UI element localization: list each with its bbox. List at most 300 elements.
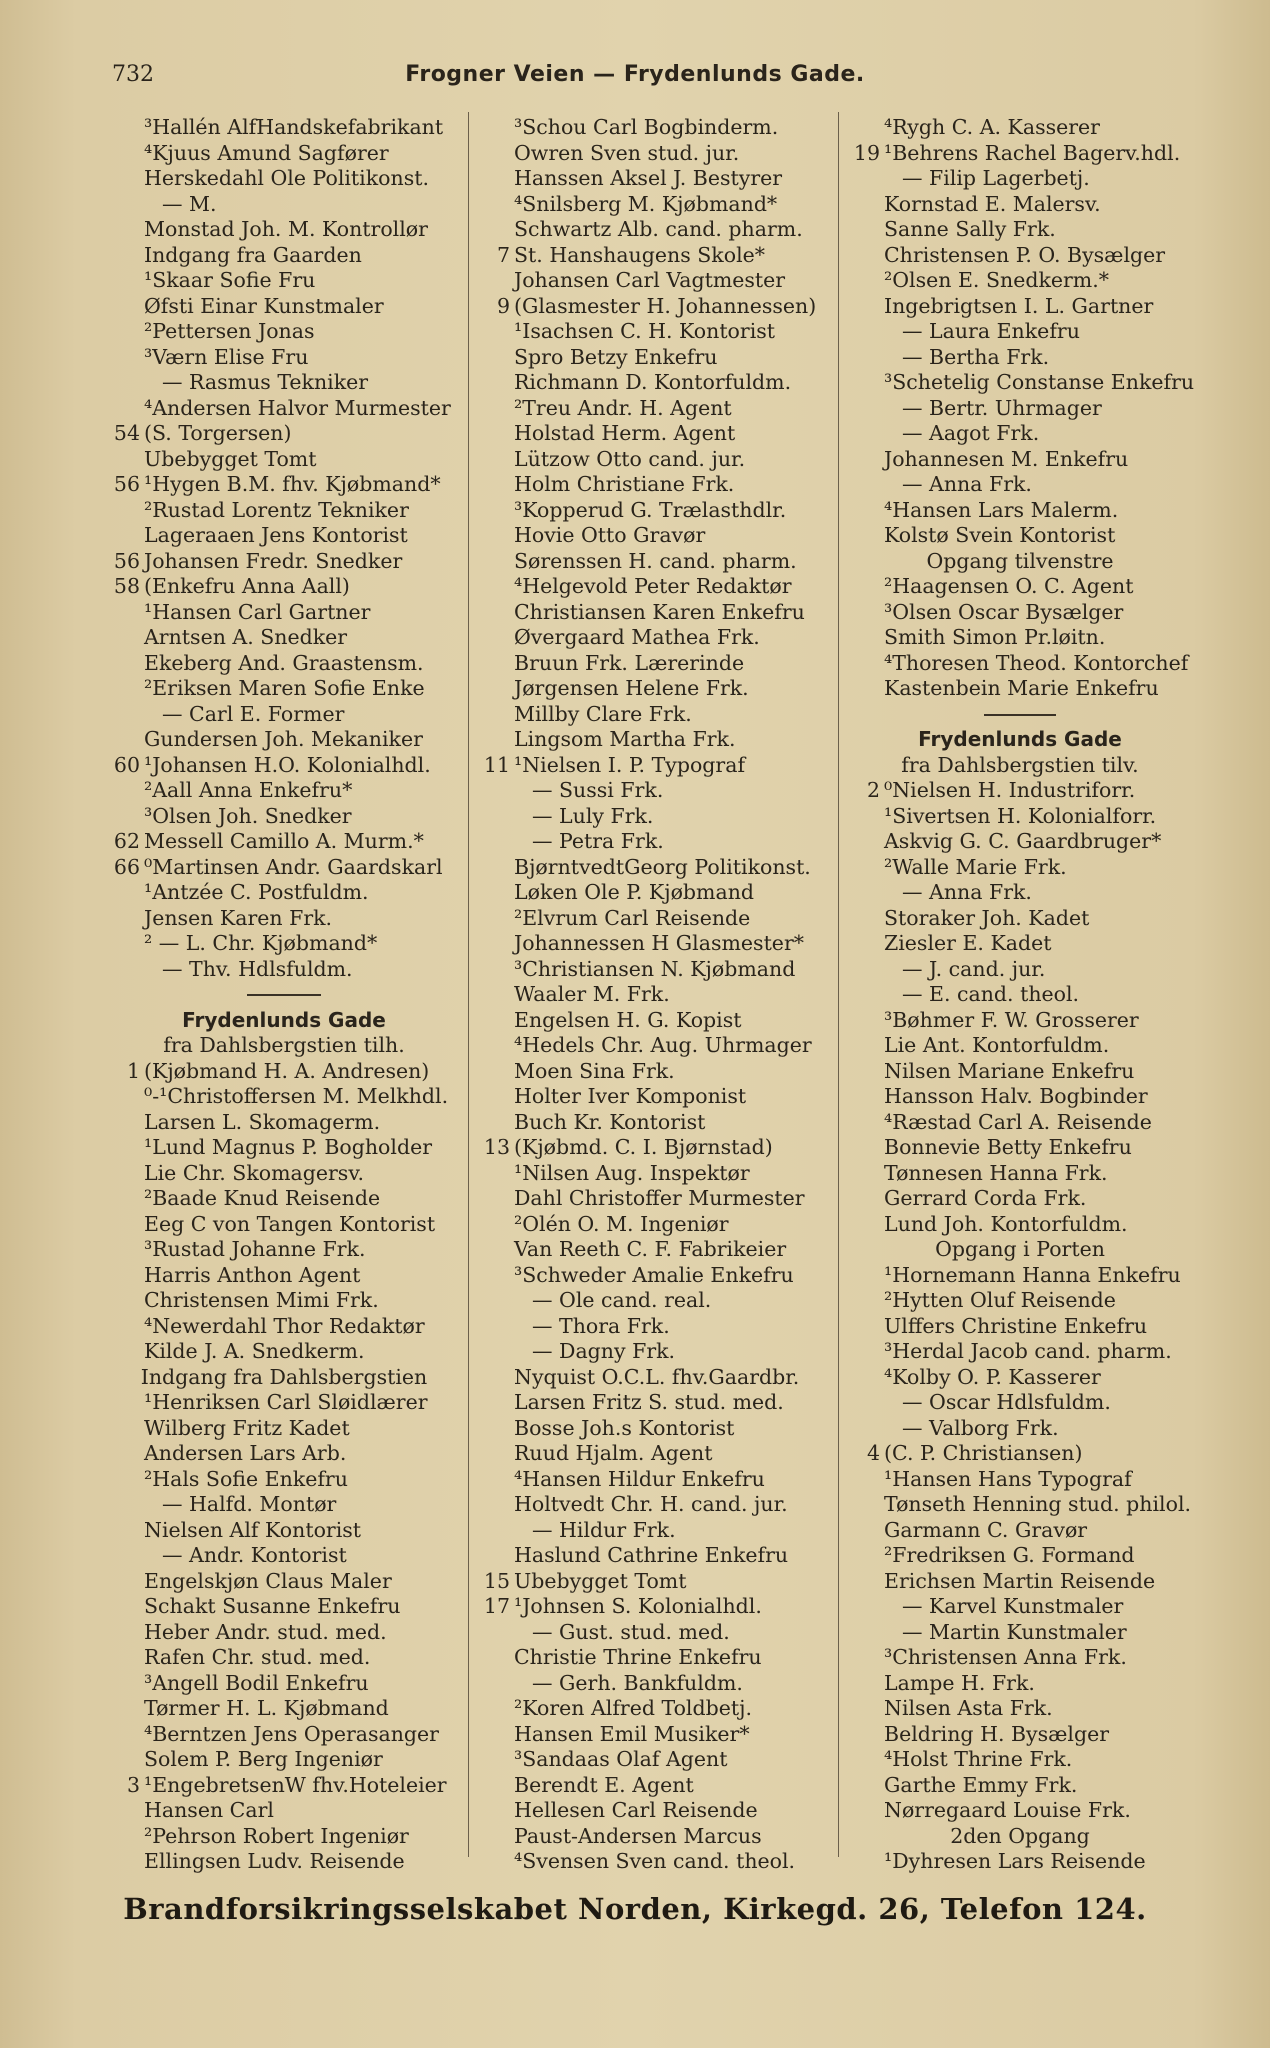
directory-entry	[840, 549, 1200, 575]
directory-entry	[100, 753, 468, 779]
directory-entry	[470, 472, 838, 498]
entry-text: — Hildur Frk.	[532, 1517, 676, 1542]
directory-entry	[100, 421, 468, 447]
entry-text: ⁴Rygh C. A. Kasserer	[884, 115, 1100, 139]
directory-entry	[100, 625, 468, 651]
entry-text: Beldring H. Bysælger	[884, 1721, 1110, 1746]
entry-text: ² — L. Chr. Kjøbmand*	[144, 931, 378, 955]
entry-text: Schwartz Alb. cand. pharm.	[514, 217, 803, 241]
directory-entry	[470, 1696, 838, 1722]
directory-entry	[470, 1237, 838, 1263]
entry-text: ³Olsen Joh. Snedker	[144, 803, 352, 828]
directory-entry	[470, 243, 838, 269]
entry-text: 2den Opgang	[950, 1823, 1090, 1848]
house-number: 54	[113, 421, 140, 445]
entry-text: ¹Lund Magnus P. Bogholder	[144, 1135, 433, 1159]
directory-entry	[100, 1747, 468, 1773]
directory-entry	[470, 1390, 838, 1416]
directory-entry	[840, 217, 1200, 243]
entry-text: Lützow Otto cand. jur.	[514, 446, 746, 471]
entry-text: ³Værn Elise Fru	[144, 344, 309, 369]
entry-text: Holter Iver Komponist	[514, 1084, 747, 1108]
entry-text: ³Herdal Jacob cand. pharm.	[884, 1339, 1172, 1363]
directory-entry	[470, 1645, 838, 1671]
directory-entry	[470, 319, 838, 345]
directory-entry	[100, 1314, 468, 1340]
entry-text: Holm Christiane Frk.	[514, 472, 735, 496]
directory-entry	[840, 880, 1200, 906]
entry-text: ¹Skaar Sofie Fru	[144, 268, 316, 292]
entry-text: Bosse Joh.s Kontorist	[514, 1415, 735, 1440]
directory-entry	[470, 1722, 838, 1748]
house-number: 15	[483, 1568, 510, 1593]
entry-text: — J. cand. jur.	[902, 956, 1046, 981]
entry-text: — Bertha Frk.	[902, 344, 1050, 369]
directory-entry	[840, 1467, 1200, 1493]
directory-entry	[470, 294, 838, 320]
entry-text: — Thv. Hdlsfuldm.	[162, 956, 353, 981]
directory-entry	[840, 1824, 1200, 1850]
directory-entry	[100, 574, 468, 600]
entry-text: Frydenlunds Gade	[918, 727, 1122, 751]
directory-entry	[100, 855, 468, 881]
entry-text: ⁴Thoresen Theod. Kontorchef	[884, 650, 1189, 675]
entry-text: ²Baade Knud Reisende	[144, 1186, 381, 1210]
entry-text: ¹Hansen Carl Gartner	[144, 599, 371, 624]
directory-entry	[470, 727, 838, 753]
directory-entry	[470, 1288, 838, 1314]
directory-entry	[840, 931, 1200, 957]
entry-text: — Anna Frk.	[902, 472, 1032, 496]
entry-text: ²Olén O. M. Ingeniør	[514, 1211, 729, 1236]
directory-entry	[840, 1161, 1200, 1187]
directory-entry	[470, 523, 838, 549]
directory-entry	[840, 778, 1200, 804]
entry-text: Schakt Susanne Enkefru	[144, 1594, 401, 1618]
directory-entry	[100, 166, 468, 192]
entry-text: fra Dahlsbergstien tilh.	[163, 1033, 405, 1057]
directory-entry	[470, 957, 838, 983]
directory-entry	[470, 600, 838, 626]
directory-entry	[100, 1518, 468, 1544]
directory-entry	[840, 1212, 1200, 1238]
entry-text: ²Pehrson Robert Ingeniør	[144, 1823, 409, 1848]
directory-entry	[100, 1416, 468, 1442]
entry-text: ²Olsen E. Snedkerm.*	[884, 268, 1110, 292]
entry-text: Lageraaen Jens Kontorist	[144, 523, 408, 547]
directory-entry	[840, 1390, 1200, 1416]
directory-entry	[470, 1416, 838, 1442]
directory-entry	[840, 829, 1200, 855]
directory-entry	[840, 1441, 1200, 1467]
page-number: 732	[112, 62, 154, 87]
entry-text: Holtvedt Chr. H. cand. jur.	[514, 1492, 788, 1516]
column-2	[470, 115, 838, 1875]
directory-entry	[100, 1569, 468, 1595]
entry-text: Buch Kr. Kontorist	[514, 1109, 706, 1134]
directory-entry	[100, 1543, 468, 1569]
entry-text: ⁴Holst Thrine Frk.	[884, 1747, 1073, 1771]
entry-text: ³Olsen Oscar Bysælger	[884, 599, 1124, 624]
entry-text: ⁰Nielsen H. Industriforr.	[884, 778, 1136, 802]
directory-entry	[470, 982, 838, 1008]
entry-text: Herskedahl Ole Politikonst.	[144, 166, 429, 190]
entry-text: — M.	[162, 191, 217, 216]
directory-entry	[470, 166, 838, 192]
separator-rule	[984, 714, 1056, 716]
directory-entry	[840, 1314, 1200, 1340]
entry-text: Sanne Sally Frk.	[884, 217, 1056, 241]
entry-text: Nilsen Asta Frk.	[884, 1696, 1053, 1720]
directory-entry	[470, 1084, 838, 1110]
entry-text: Øfsti Einar Kunstmaler	[144, 293, 384, 318]
entry-text: Nielsen Alf Kontorist	[144, 1517, 362, 1542]
entry-text: ²Hals Sofie Enkefru	[144, 1466, 348, 1491]
entry-text: Lie Ant. Kontorfuldm.	[884, 1033, 1110, 1057]
entry-text: ²Fredriksen G. Formand	[884, 1543, 1135, 1567]
entry-text: Hanssen Aksel J. Bestyrer	[514, 166, 783, 190]
directory-entry	[470, 498, 838, 524]
directory-entry	[100, 345, 468, 371]
directory-entry	[470, 804, 838, 830]
entry-text: — Luly Frk.	[532, 803, 654, 828]
directory-entry	[840, 166, 1200, 192]
column-3	[840, 115, 1200, 1875]
directory-entry	[840, 855, 1200, 881]
directory-entry	[840, 1773, 1200, 1799]
entry-text: Erichsen Martin Reisende	[884, 1568, 1156, 1593]
directory-entry	[470, 370, 838, 396]
directory-entry	[100, 1594, 468, 1620]
directory-entry	[100, 957, 468, 983]
directory-entry	[100, 1161, 468, 1187]
entry-text: Øvergaard Mathea Frk.	[514, 625, 760, 649]
entry-text: St. Hanshaugens Skole*	[514, 242, 766, 267]
entry-text: Richmann D. Kontorfuldm.	[514, 370, 792, 394]
entry-text: ²Treu Andr. H. Agent	[514, 395, 732, 420]
directory-entry	[840, 600, 1200, 626]
directory-entry	[100, 1645, 468, 1671]
entry-text: (Kjøbmand H. A. Andresen)	[144, 1058, 430, 1083]
entry-text: Jensen Karen Frk.	[144, 905, 333, 930]
directory-entry	[840, 1135, 1200, 1161]
entry-text: Kastenbein Marie Enkefru	[884, 676, 1159, 700]
directory-entry	[100, 1288, 468, 1314]
directory-entry	[840, 268, 1200, 294]
entry-text: (Kjøbmd. C. I. Bjørnstad)	[514, 1135, 773, 1159]
entry-text: ¹Hygen B.M. fhv. Kjøbmand*	[144, 472, 441, 496]
directory-entry	[470, 1365, 838, 1391]
directory-entry	[470, 1747, 838, 1773]
directory-entry	[100, 447, 468, 473]
entry-text: ³Sandaas Olaf Agent	[514, 1747, 728, 1771]
entry-text: Frydenlunds Gade	[182, 1007, 386, 1032]
entry-text: — Karvel Kunstmaler	[902, 1594, 1124, 1618]
section-separator	[840, 702, 1200, 728]
directory-entry	[470, 1543, 838, 1569]
directory-entry	[470, 906, 838, 932]
directory-entry	[100, 1339, 468, 1365]
directory-entry	[100, 931, 468, 957]
entry-text: — Anna Frk.	[902, 880, 1032, 904]
directory-entry	[840, 498, 1200, 524]
column-1	[100, 115, 468, 1875]
directory-entry	[100, 1798, 468, 1824]
entry-text: Monstad Joh. M. Kontrollør	[144, 217, 428, 241]
directory-entry	[840, 1722, 1200, 1748]
entry-text: Larsen L. Skomagerm.	[144, 1109, 381, 1134]
directory-entry	[840, 1263, 1200, 1289]
entry-text: Christensen P. O. Bysælger	[884, 242, 1166, 267]
entry-text: ⁴Berntzen Jens Operasanger	[144, 1721, 439, 1746]
entry-text: — E. cand. theol.	[902, 982, 1080, 1006]
entry-text: Owren Sven stud. jur.	[514, 140, 740, 165]
entry-text: ³Christensen Anna Frk.	[884, 1645, 1127, 1669]
directory-entry	[470, 549, 838, 575]
directory-entry	[470, 1033, 838, 1059]
directory-entry	[840, 982, 1200, 1008]
entry-text: ⁴Ræstad Carl A. Reisende	[884, 1109, 1152, 1134]
entry-text: ⁴Andersen Halvor Murmester	[144, 395, 451, 420]
directory-entry	[100, 319, 468, 345]
entry-text: Christie Thrine Enkefru	[514, 1645, 762, 1669]
directory-entry	[840, 1849, 1200, 1875]
entry-text: — Oscar Hdlsfuldm.	[902, 1390, 1111, 1414]
entry-text: ³Bøhmer F. W. Grosserer	[884, 1007, 1139, 1032]
house-number: 3	[126, 1772, 140, 1797]
directory-entry	[470, 880, 838, 906]
entry-text: Johannessen H Glasmester*	[514, 931, 804, 955]
directory-entry	[840, 625, 1200, 651]
entry-text: Kornstad E. Malersv.	[884, 191, 1101, 216]
directory-entry	[100, 1365, 468, 1391]
entry-text: Wilberg Fritz Kadet	[144, 1415, 350, 1440]
directory-entry	[100, 906, 468, 932]
entry-text: ¹Henriksen Carl Sløidlærer	[144, 1390, 428, 1414]
house-number: 17	[483, 1594, 510, 1618]
directory-entry	[100, 676, 468, 702]
entry-text: ²Eriksen Maren Sofie Enke	[144, 676, 425, 700]
entry-text: Tønnesen Hanna Frk.	[884, 1160, 1108, 1185]
directory-entry	[840, 115, 1200, 141]
separator-rule	[247, 994, 321, 996]
entry-text: Nyquist O.C.L. fhv.Gaardbr.	[514, 1364, 800, 1389]
directory-entry	[840, 1569, 1200, 1595]
entry-text: ¹Johansen H.O. Kolonialhdl.	[144, 752, 431, 777]
entry-text: Nilsen Mariane Enkefru	[884, 1058, 1135, 1083]
house-number: 19	[853, 140, 880, 165]
directory-entry	[840, 1543, 1200, 1569]
entry-text: (S. Torgersen)	[144, 421, 292, 445]
entry-text: Gerrard Corda Frk.	[884, 1186, 1087, 1210]
entry-text: Tørmer H. L. Kjøbmand	[144, 1696, 389, 1720]
entry-text: ¹Isachsen C. H. Kontorist	[514, 319, 776, 343]
directory-entry	[100, 1237, 468, 1263]
directory-entry	[840, 676, 1200, 702]
directory-entry	[100, 1620, 468, 1646]
entry-text: ²Aall Anna Enkefru*	[144, 778, 353, 802]
directory-entry	[470, 1824, 838, 1850]
directory-entry	[470, 447, 838, 473]
directory-entry	[470, 1620, 838, 1646]
directory-entry	[840, 523, 1200, 549]
directory-entry	[470, 829, 838, 855]
directory-entry	[840, 1620, 1200, 1646]
entry-text: Haslund Cathrine Enkefru	[514, 1543, 789, 1567]
entry-text: Heber Andr. stud. med.	[144, 1619, 387, 1644]
directory-entry	[100, 268, 468, 294]
directory-entry	[100, 727, 468, 753]
directory-entry	[470, 396, 838, 422]
entry-text: — Carl E. Former	[162, 701, 345, 726]
directory-entry	[840, 1747, 1200, 1773]
section-heading	[840, 727, 1200, 753]
entry-text: ²Haagensen O. C. Agent	[884, 574, 1134, 598]
entry-text: Messell Camillo A. Murm.*	[144, 829, 424, 853]
entry-text: ⁰-¹Christoffersen M. Melkhdl.	[144, 1084, 449, 1108]
entry-text: — Aagot Frk.	[902, 421, 1040, 445]
entry-text: — Halfd. Montør	[162, 1492, 337, 1516]
entry-text: Van Reeth C. F. Fabrikeier	[514, 1237, 787, 1261]
entry-text: Spro Betzy Enkefru	[514, 344, 718, 369]
directory-entry	[100, 804, 468, 830]
directory-entry	[470, 1008, 838, 1034]
directory-entry	[840, 1033, 1200, 1059]
directory-entry	[840, 421, 1200, 447]
entry-text: Indgang fra Gaarden	[144, 242, 362, 267]
entry-text: Hansen Emil Musiker*	[514, 1721, 750, 1746]
directory-entry	[100, 243, 468, 269]
directory-entry	[470, 753, 838, 779]
entry-text: Larsen Fritz S. stud. med.	[514, 1390, 784, 1414]
column-divider	[838, 112, 839, 1857]
section-heading	[100, 1008, 468, 1034]
entry-text: ⁴Hedels Chr. Aug. Uhrmager	[514, 1033, 812, 1057]
directory-entry	[100, 778, 468, 804]
directory-entry	[840, 804, 1200, 830]
directory-entry	[470, 702, 838, 728]
entry-text: ³Christiansen N. Kjøbmand	[514, 956, 796, 981]
directory-entry	[840, 1059, 1200, 1085]
directory-entry	[470, 1518, 838, 1544]
directory-entry	[840, 1110, 1200, 1136]
entry-text: — Gerh. Bankfuldm.	[532, 1670, 743, 1695]
entry-text: Engelskjøn Claus Maler	[144, 1568, 392, 1593]
entry-text: Johannesen M. Enkefru	[884, 446, 1129, 471]
house-number: 60	[113, 752, 140, 777]
directory-entry	[100, 1059, 468, 1085]
directory-entry	[470, 1263, 838, 1289]
directory-entry	[100, 523, 468, 549]
entry-text: — Laura Enkefru	[902, 319, 1080, 343]
directory-entry	[840, 651, 1200, 677]
house-number: 56	[113, 472, 140, 496]
entry-text: Paust-Andersen Marcus	[514, 1823, 762, 1848]
entry-text: — Sussi Frk.	[532, 778, 664, 802]
directory-entry	[840, 447, 1200, 473]
directory-entry	[470, 268, 838, 294]
entry-text: Solem P. Berg Ingeniør	[144, 1747, 383, 1771]
entry-text: ²Pettersen Jonas	[144, 319, 315, 343]
directory-entry	[100, 498, 468, 524]
entry-text: Gundersen Joh. Mekaniker	[144, 727, 423, 751]
directory-entry	[100, 1492, 468, 1518]
house-number: 56	[113, 548, 140, 573]
directory-entry	[840, 345, 1200, 371]
directory-entry	[100, 1441, 468, 1467]
entry-text: ¹Johnsen S. Kolonialhdl.	[514, 1594, 762, 1618]
directory-entry	[100, 1773, 468, 1799]
house-number: 66	[113, 854, 140, 879]
directory-entry	[100, 370, 468, 396]
entry-text: Johansen Fredr. Snedker	[144, 548, 403, 573]
entry-text: Millby Clare Frk.	[514, 701, 692, 726]
entry-text: Jørgensen Helene Frk.	[514, 676, 749, 700]
directory-entry	[100, 115, 468, 141]
directory-entry	[470, 676, 838, 702]
entry-text: ³Schweder Amalie Enkefru	[514, 1262, 794, 1287]
entry-text: Bruun Frk. Lærerinde	[514, 650, 745, 675]
directory-entry	[100, 141, 468, 167]
directory-entry	[100, 1849, 468, 1875]
entry-text: Harris Anthon Agent	[144, 1262, 361, 1287]
entry-text: Lund Joh. Kontorfuldm.	[884, 1211, 1128, 1236]
entry-text: Hellesen Carl Reisende	[514, 1798, 758, 1822]
entry-text: Lampe H. Frk.	[884, 1670, 1035, 1695]
entry-text: ²Walle Marie Frk.	[884, 854, 1067, 879]
directory-entry	[840, 1339, 1200, 1365]
entry-text: Garthe Emmy Frk.	[884, 1772, 1078, 1797]
entry-text: Christensen Mimi Frk.	[144, 1288, 379, 1312]
entry-text: Løken Ole P. Kjøbmand	[514, 880, 755, 904]
directory-entry	[840, 1671, 1200, 1697]
entry-text: Johansen Carl Vagtmester	[514, 268, 786, 292]
directory-entry	[470, 931, 838, 957]
directory-entry	[840, 294, 1200, 320]
entry-text: Lie Chr. Skomagersv.	[144, 1160, 364, 1185]
entry-text: Moen Sina Frk.	[514, 1058, 675, 1083]
entry-text: ⁰Martinsen Andr. Gaardskarl	[144, 854, 443, 879]
entry-text: — Valborg Frk.	[902, 1415, 1059, 1440]
entry-text: — Rasmus Tekniker	[162, 370, 369, 394]
entry-text: ²Koren Alfred Toldbetj.	[514, 1696, 752, 1720]
entry-text: — Thora Frk.	[532, 1313, 670, 1338]
entry-text: ¹Sivertsen H. Kolonialforr.	[884, 803, 1157, 828]
directory-entry	[840, 1008, 1200, 1034]
directory-entry	[470, 192, 838, 218]
entry-text: Holstad Herm. Agent	[514, 421, 736, 445]
entry-text: — Ole cand. real.	[532, 1288, 712, 1312]
directory-entry	[840, 396, 1200, 422]
entry-text: Ekeberg And. Graastensm.	[144, 650, 424, 675]
directory-entry	[100, 549, 468, 575]
directory-entry	[100, 1467, 468, 1493]
entry-text: ³Schetelig Constanse Enkefru	[884, 370, 1195, 394]
directory-entry	[840, 1696, 1200, 1722]
directory-entry	[840, 574, 1200, 600]
entry-text: Sørenssen H. cand. pharm.	[514, 548, 797, 573]
directory-entry	[470, 1849, 838, 1875]
directory-entry	[100, 1824, 468, 1850]
directory-entry	[840, 1645, 1200, 1671]
entry-text: Hansen Carl	[144, 1798, 274, 1822]
directory-entry	[840, 1237, 1200, 1263]
entry-text: Ubebygget Tomt	[144, 446, 317, 471]
directory-entry	[470, 574, 838, 600]
directory-entry	[100, 702, 468, 728]
directory-entry	[840, 1288, 1200, 1314]
directory-entry	[840, 141, 1200, 167]
